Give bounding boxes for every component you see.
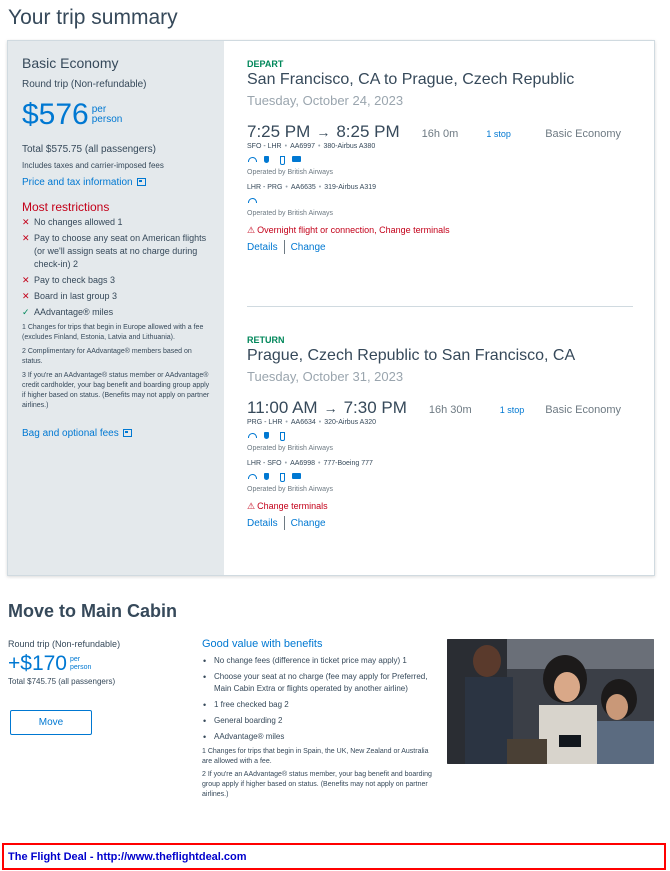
depart-time: 11:00 AM — [247, 398, 318, 417]
depart-time: 7:25 PM — [247, 122, 311, 141]
benefits-title: Good value with benefits — [202, 638, 323, 650]
shield-icon — [262, 155, 271, 164]
x-icon: ✕ — [22, 291, 30, 301]
details-link[interactable]: Details — [247, 241, 278, 253]
segment-flight: AA6998 — [290, 460, 315, 467]
dot-separator: • — [318, 419, 322, 426]
footnote: 3 If you're an AAdvantage® status member or AAdvantage® credit cardholder, your bag benefit and boarding group apply if higher based on status. (Benefits may not apply on partner airlines.) — [22, 372, 210, 409]
footnote: 2 If you're an AAdvantage® status member, your bag benefit and boarding group apply if higher based on status. (Benefits may not apply on partner airlines.) — [202, 771, 432, 798]
restriction-item — [22, 274, 210, 287]
operated-by: Operated by British Airways — [247, 210, 333, 217]
power-outlet-icon — [277, 155, 286, 164]
power-outlet-icon — [277, 472, 286, 481]
x-icon: ✕ — [22, 275, 30, 285]
page-title: Your trip summary — [8, 6, 178, 29]
return-label: RETURN — [247, 335, 285, 345]
upsell-price-amount: +$170 — [8, 652, 67, 675]
arrow-right-icon: → — [323, 400, 338, 416]
amenities — [247, 472, 633, 481]
dot-separator: • — [284, 143, 288, 150]
arrive-time: 8:25 PM — [336, 122, 400, 141]
segment-aircraft: 777-Boeing 777 — [323, 460, 373, 467]
restriction-text: Pay to check bags 3 — [34, 275, 116, 285]
upsell-price — [8, 652, 188, 676]
entertainment-icon — [292, 472, 301, 481]
dot-separator: • — [318, 143, 321, 150]
restriction-text: Pay to choose any seat on American flights (or we'll assign seats at no charge during check-in) 2 — [34, 233, 207, 269]
stops-link[interactable]: 1 stop — [499, 405, 525, 415]
bag-fees-label[interactable]: Bag and optional fees — [22, 428, 119, 439]
bag-fees-link[interactable] — [22, 423, 210, 441]
x-icon: ✕ — [22, 233, 30, 243]
per-label: per — [69, 656, 81, 663]
return-route: Prague, Czech Republic to San Francisco, CA — [247, 347, 576, 364]
return-section — [247, 335, 633, 530]
person-label: person — [69, 664, 92, 671]
power-outlet-icon — [277, 431, 286, 440]
restrictions-list — [22, 216, 210, 319]
depart-route: San Francisco, CA to Prague, Czech Republic — [247, 71, 575, 88]
segment-info — [247, 184, 633, 191]
wifi-icon — [247, 431, 256, 440]
operated-by: Operated by British Airways — [247, 169, 333, 176]
depart-date: Tuesday, October 24, 2023 — [247, 93, 404, 108]
price-tax-info-label[interactable]: Price and tax information — [22, 177, 133, 188]
divider — [284, 240, 285, 254]
flight-deal-text[interactable]: The Flight Deal - http://www.theflightdeal.com — [8, 851, 247, 863]
dot-separator: • — [318, 184, 322, 191]
arrow-right-icon: → — [316, 124, 331, 140]
person-label: person — [91, 114, 123, 125]
restriction-item — [22, 216, 210, 229]
benefit-item: • 1 free checked bag 2 — [202, 699, 432, 711]
dot-separator: • — [285, 419, 288, 426]
dot-separator: • — [284, 460, 288, 467]
dot-separator: • — [285, 184, 288, 191]
depart-times — [247, 122, 633, 142]
operated-by: Operated by British Airways — [247, 445, 333, 452]
restrictions-title: Most restrictions — [22, 200, 110, 214]
cabin-class: Basic Economy — [545, 128, 621, 140]
benefit-item: • AAdvantage® miles — [202, 731, 432, 743]
entertainment-icon — [292, 155, 301, 164]
return-times — [247, 398, 633, 418]
fare-price-amount: $576 — [22, 98, 89, 131]
fees-note: Includes taxes and carrier-imposed fees — [22, 161, 164, 170]
amenities — [247, 431, 633, 440]
segment-info — [247, 460, 633, 467]
section-divider — [247, 306, 633, 307]
upsell-price-block — [8, 639, 188, 686]
footnote: 2 Complimentary for AAdvantage® members based on status. — [22, 348, 192, 365]
restriction-text: AAdvantage® miles — [34, 307, 114, 317]
upsell-total: Total $745.75 (all passengers) — [8, 677, 116, 686]
segment-aircraft: 320-Airbus A320 — [324, 419, 376, 426]
benefit-item: • General boarding 2 — [202, 715, 432, 727]
segment-airports: SFO - LHR — [247, 143, 282, 150]
amenities — [247, 196, 633, 205]
external-link-icon — [123, 429, 132, 437]
restriction-text: Board in last group 3 — [34, 291, 118, 301]
restriction-item — [22, 232, 210, 271]
benefit-item: • Choose your seat at no charge (fee may apply for Preferred, Main Cabin Extra or flights operated by another airline) — [202, 671, 432, 695]
fare-total: Total $575.75 (all passengers) — [22, 144, 156, 155]
divider — [284, 516, 285, 530]
details-link[interactable]: Details — [247, 517, 278, 529]
benefit-item: • No change fees (difference in ticket price may apply) 1 — [202, 655, 432, 667]
price-tax-info-link[interactable] — [22, 172, 210, 190]
segment-info — [247, 419, 633, 426]
return-date: Tuesday, October 31, 2023 — [247, 369, 404, 384]
cabin-class: Basic Economy — [545, 404, 621, 416]
segment-airports: LHR - SFO — [247, 460, 282, 467]
segment-aircraft: 380-Airbus A380 — [323, 143, 376, 150]
fare-price-per — [92, 105, 123, 125]
wifi-icon — [247, 155, 256, 164]
change-link[interactable]: Change — [290, 517, 326, 529]
per-label: per — [91, 104, 107, 115]
segment-flight: AA6997 — [290, 143, 315, 150]
benefits-list — [202, 655, 432, 743]
restriction-item — [22, 306, 210, 319]
warning-icon: ⚠ — [247, 501, 256, 511]
flight-deal-banner — [2, 843, 666, 870]
x-icon: ✕ — [22, 217, 30, 227]
move-button[interactable]: Move — [10, 710, 92, 735]
stops-link[interactable]: 1 stop — [486, 129, 511, 139]
segment-aircraft: 319-Airbus A319 — [324, 184, 376, 191]
duration: 16h 0m — [421, 128, 459, 140]
shield-icon — [262, 431, 271, 440]
footnote: 1 Changes for trips that begin in Europe allowed with a fee (excludes Finland, Estonia, Latvia and Lithuania). — [22, 324, 204, 341]
warning — [247, 501, 633, 512]
warning-icon: ⚠ — [247, 225, 256, 235]
shield-icon — [262, 472, 271, 481]
fare-trip-type: Round trip (Non-refundable) — [22, 79, 147, 90]
upsell-price-per — [70, 656, 91, 672]
depart-label: DEPART — [247, 59, 284, 69]
check-icon: ✓ — [22, 307, 30, 317]
main-cabin-photo — [447, 639, 654, 764]
segment-info — [247, 143, 633, 150]
footnote: 1 Changes for trips that begin in Spain, the UK, New Zealand or Australia are allowed with a fee. — [202, 748, 429, 765]
change-link[interactable]: Change — [290, 241, 326, 253]
external-link-icon — [137, 178, 146, 186]
flight-actions — [247, 240, 633, 254]
upsell-trip-type: Round trip (Non-refundable) — [8, 639, 121, 649]
warning-text: Change terminals — [257, 501, 328, 511]
segment-flight: AA6634 — [290, 419, 316, 426]
amenities — [247, 155, 633, 164]
benefits-block — [202, 638, 432, 800]
passengers-photo-illustration — [447, 639, 654, 764]
upsell-title: Move to Main Cabin — [8, 601, 178, 621]
wifi-icon — [247, 196, 256, 205]
wifi-icon — [247, 472, 256, 481]
segment-airports: LHR - PRG — [247, 184, 283, 191]
fare-summary-panel — [8, 41, 224, 575]
warning-text: Overnight flight or connection, Change terminals — [257, 225, 450, 235]
duration: 16h 30m — [428, 404, 472, 416]
segment-airports: PRG - LHR — [247, 419, 283, 426]
operated-by: Operated by British Airways — [247, 486, 333, 493]
arrive-time: 7:30 PM — [343, 398, 407, 417]
restriction-text: No changes allowed 1 — [34, 217, 123, 227]
fare-name: Basic Economy — [22, 55, 119, 71]
depart-section — [247, 59, 633, 254]
segment-flight: AA6635 — [290, 184, 316, 191]
fare-price — [22, 98, 210, 132]
dot-separator: • — [318, 460, 321, 467]
restriction-item — [22, 290, 210, 303]
trip-summary-card — [7, 40, 655, 576]
warning — [247, 225, 633, 236]
flight-actions — [247, 516, 633, 530]
